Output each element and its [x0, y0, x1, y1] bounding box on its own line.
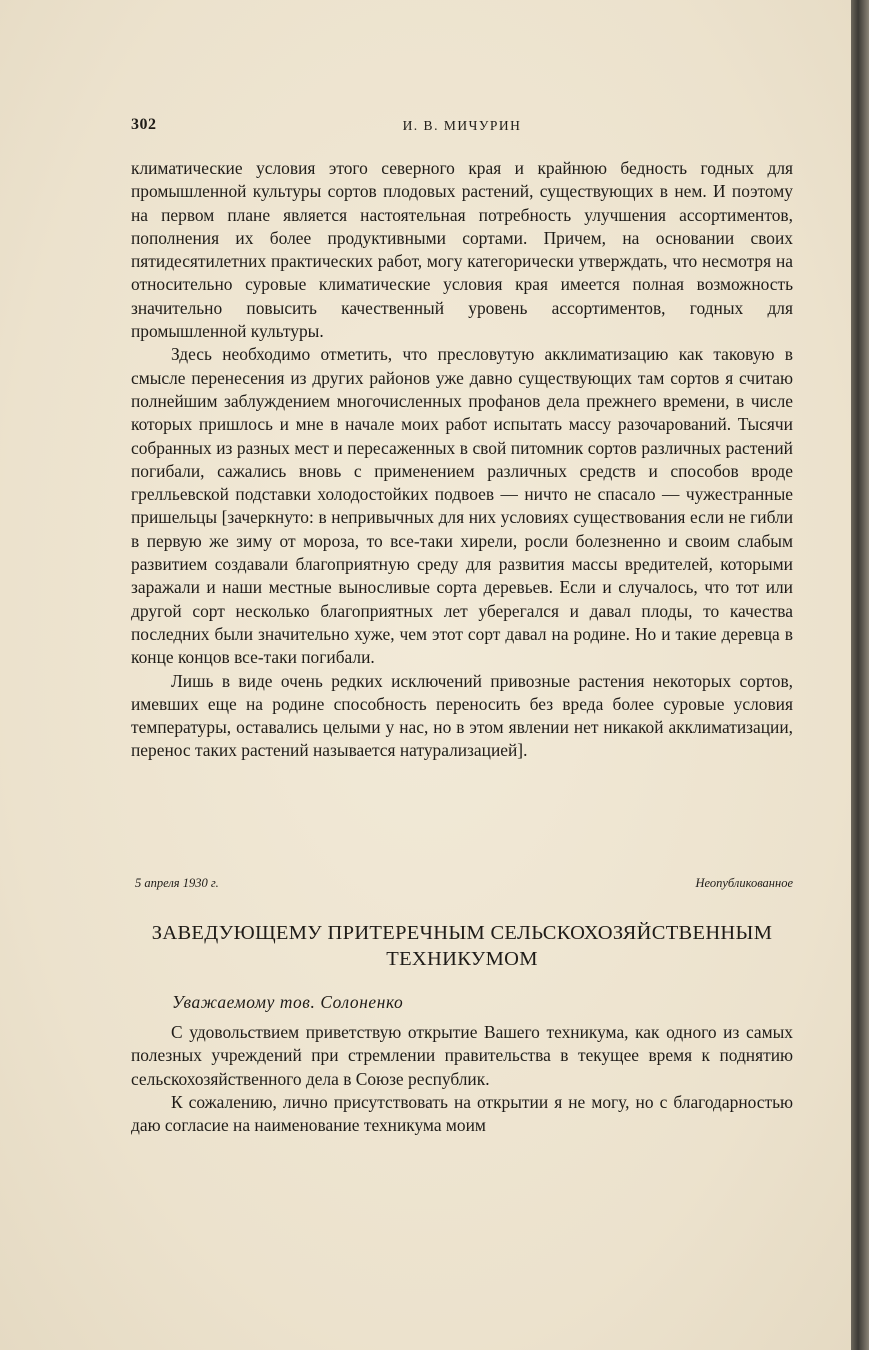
paragraph: С удовольствием приветствую открытие Вашего техникума, как одного из самых полезных учреждений при стремлении правительства в текущее время к поднятию сельскохозяйственного дела в Союзе республик. [131, 1022, 793, 1089]
paragraph: Здесь необходимо отметить, что пресловутую акклиматизацию как таковую в смысле перенесения из других районов уже давно существующих там сортов я считаю полнейшим заблуждением многочисленных профанов дела прежнего времени, в числе которых пришлось и мне в начале моих работ испытать массу разочарований. Тысячи собранных из разных мест и пересаженных в свой питомник сортов различных растений погибали, сажались вновь с применением различных средств и способов вроде грелльевской подставки холодостойких подвоев — ничто не спасало — чужестранные пришельцы [зачеркнуто: в непривычных для них условиях существования если не гибли в первую же зиму от мороза, то все-таки хирели, росли болезненно и своим слабым развитием создавали благоприятную среду для развития массы вредителей, которыми заражали и наши местные выносливые сорта деревьев. Если и случалось, что тот или другой сорт несколько благоприятных лет уберегался и давал плоды, то качества последних были значительно хуже, чем этот сорт давал на родине. Но и такие деревца в конце концов все-таки погибали. [131, 344, 793, 668]
dateline [131, 876, 793, 896]
page-header [131, 116, 793, 140]
letter-title-line: ТЕХНИКУМОМ [386, 948, 538, 970]
letter-title-line: ЗАВЕДУЮЩЕМУ ПРИТЕРЕЧНЫМ СЕЛЬСКОХОЗЯЙСТВЕННЫМ [151, 922, 773, 944]
paragraph: Лишь в виде очень редких исключений привозные растения некоторых сортов, имевших еще на родине способность переносить без вреда более суровые условия температуры, оставались целыми у нас, но в этом явлении нет никакой акклиматизации, перенос таких растений называется натурализацией]. [131, 670, 793, 761]
letter-title [131, 920, 793, 972]
page-number: 302 [131, 116, 157, 133]
main-text-block [131, 157, 793, 763]
letter-salutation: Уважаемому тов. Солоненко [172, 992, 404, 1012]
book-spine-edge [851, 0, 869, 1350]
publication-note: Неопубликованное [695, 876, 793, 890]
letter-text-block [131, 1021, 793, 1137]
letter-date: 5 апреля 1930 г. [135, 876, 219, 890]
paragraph: К сожалению, лично присутствовать на открытии я не могу, но с благодарностью даю согласие на наименование техникума моим [131, 1091, 793, 1136]
running-head: И. В. МИЧУРИН [402, 118, 522, 133]
paragraph: климатические условия этого северного края и крайнюю бедность годных для промышленной культуры сортов плодовых растений, существующих в нем. И поэтому на первом плане является настоятельная потребность улучшения ассортиментов, пополнения их более продуктивными сортами. Причем, на основании своих пятидесятилетних практических работ, могу категорически утверждать, что несмотря на относительно суровые климатические условия края имеется полная возможность значительно повысить качественный уровень ассортиментов, годных для промышленной культуры. [131, 158, 793, 342]
